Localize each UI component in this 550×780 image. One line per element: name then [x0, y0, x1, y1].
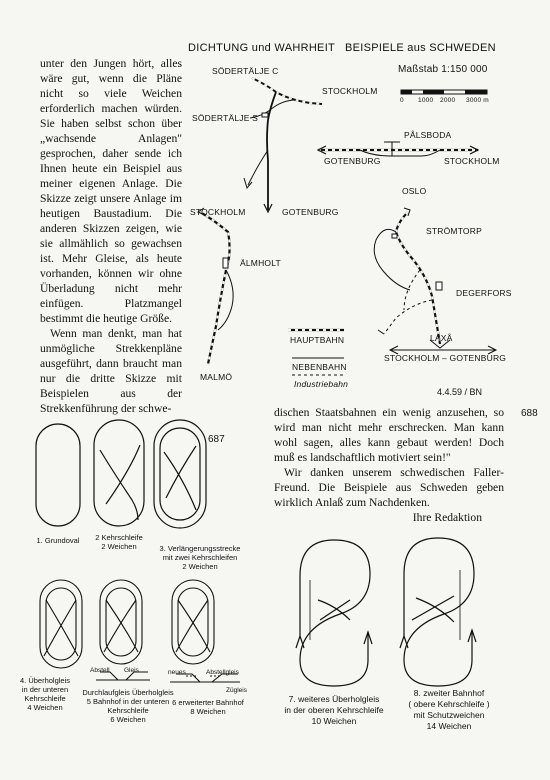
- sketch-3-verlaengerung: [154, 420, 206, 528]
- label-gotenburg-left: GOTENBURG: [282, 207, 339, 217]
- caption-8: [394, 688, 504, 732]
- caption-8-line-4: 14 Weichen: [426, 721, 472, 731]
- label-malmo: MALMÖ: [200, 372, 233, 382]
- label-degerfors: DEGERFORS: [456, 288, 512, 298]
- legend-nebenbahn: NEBENBAHN: [292, 362, 347, 372]
- label-sodertalje-c: SÖDERTÄLJE C: [212, 66, 279, 76]
- label-stockholm-gotenburg: STOCKHOLM – GOTENBURG: [384, 353, 507, 363]
- caption-7: [264, 694, 404, 727]
- paragraph-2: Wenn man denkt, man hat unmögliche Strekkenpläne ausgeführt, dann braucht man nur die dritte Skizze mit Beispielen aus der Strekkenführung der schwe-: [40, 327, 182, 415]
- sketch-6-erweitert: [170, 580, 240, 682]
- legend-industriebahn: Industriebahn: [294, 379, 349, 389]
- label-stockholm-mid: STOCKHOLM: [444, 156, 500, 166]
- label-sodertalje-s: SÖDERTÄLJE S: [192, 113, 259, 123]
- label-laxa: LAXÅ: [430, 333, 453, 343]
- label-oslo: OSLO: [402, 186, 427, 196]
- map-sodertalje: [244, 78, 322, 212]
- caption-7-line-2: in der oberen Kehrschleife: [284, 705, 384, 715]
- caption-4: [14, 676, 76, 712]
- s6-abstellgleis-label: Abstellgleis: [206, 669, 239, 676]
- label-stockholm-top: STOCKHOLM: [322, 86, 378, 96]
- caption-6-line-1: 6 erweiterter Bahnhof: [172, 698, 244, 707]
- scale-tick-3000: 3000 m: [466, 97, 489, 104]
- legend-hauptbahn: HAUPTBAHN: [290, 335, 345, 345]
- label-palsboda: PÅLSBODA: [404, 130, 452, 140]
- caption-7-line-3: 10 Weichen: [311, 716, 357, 726]
- s5-abstell-label: Abstell: [90, 667, 110, 674]
- label-almholt: ÄLMHOLT: [240, 258, 281, 268]
- caption-2-line-2: 2 Weichen: [101, 542, 137, 551]
- caption-5-line-4: 6 Weichen: [110, 715, 146, 724]
- caption-8-line-2: ( obere Kehrschleife ): [408, 699, 490, 709]
- sketch-5-bahnhof: [96, 580, 150, 680]
- label-stockholm-left: STOCKHOLM: [190, 207, 246, 217]
- scale-tick-2000: 2000: [440, 97, 456, 104]
- right-text-column: [274, 405, 504, 525]
- caption-1: 1. Grundoval: [36, 536, 80, 545]
- sketch-7-ueberholgleis: [296, 540, 372, 686]
- header-right: BEISPIELE aus SCHWEDEN: [345, 42, 496, 54]
- caption-8-line-3: mit Schutzweichen: [413, 710, 485, 720]
- caption-3: [150, 544, 250, 571]
- caption-5: [80, 688, 176, 724]
- caption-6-line-2: 8 Weichen: [190, 707, 226, 716]
- signature: Ihre Redaktion: [412, 511, 482, 524]
- sketch-2-kehrschleife: [94, 420, 144, 526]
- s5-gleis-label: Gleis: [124, 667, 139, 674]
- date-signature: 4.4.59 / BN: [437, 387, 483, 397]
- label-stromtorp: STRÖMTORP: [426, 226, 482, 236]
- paragraph-3: dischen Staatsbahnen ein wenig anzusehen, so wird man nicht mehr erschrecken. Man kann wohl sagen, alles kann gebaut werden! Doch muß es landschaftlich motiviert sein!": [274, 406, 504, 464]
- caption-6: [168, 698, 248, 716]
- caption-8-line-1: 8. zweiter Bahnhof: [413, 688, 485, 698]
- paragraph-1: unter den Jungen hört, alles wäre gut, wenn die Pläne nicht so viele Weichen erforderlich machen würden. Sie haben selbst schon über „wachsende Anlagen" gesprochen, daher sende ich Ihnen heute ein Beispiel aus meiner eigenen Anlage. Die Skizze zeigt unsere Anlage im heutigen Baustadium. Die anderen Skizzen zeigen, wie sie allmählich so gewachsen ist. Mehr Gleise, als heute vorhanden, können wir ohne Überladung nicht mehr einfügen. Platzmangel bestimmt die heutige Größe.: [40, 57, 182, 325]
- scale-tick-1000: 1000: [418, 97, 434, 104]
- caption-5-line-2: 5 Bahnhof in der unteren: [86, 697, 170, 706]
- figure-number: 687: [208, 434, 225, 445]
- caption-3-line-2: mit zwei Kehrschleifen: [162, 553, 238, 562]
- caption-7-line-1: 7. weiteres Überholgleis: [288, 694, 380, 704]
- header-left: DICHTUNG und WAHRHEIT: [188, 42, 336, 54]
- page-number: 688: [521, 408, 538, 419]
- sketch-1-grundoval: [36, 424, 80, 526]
- caption-4-line-4: 4 Weichen: [27, 703, 63, 712]
- paragraph-4: Wir danken unserem schwedischen Faller-Freund. Die Beispiele aus Schweden geben wirklich Anlaß zum Nachdenken.: [274, 466, 504, 509]
- sketch-4-ueberholgleis: [40, 580, 82, 668]
- label-gotenburg-mid: GOTENBURG: [324, 156, 381, 166]
- caption-3-line-3: 2 Weichen: [182, 562, 218, 571]
- caption-2: [86, 533, 152, 551]
- scale-title: Maßstab 1:150 000: [398, 64, 488, 75]
- s6-zuegleis-label: Zügleis: [226, 687, 247, 694]
- sketch-8-zweiter-bahnhof: [400, 538, 476, 686]
- caption-3-line-1: 3. Verlängerungsstrecke: [159, 544, 241, 553]
- caption-4-line-3: Kehrschleife: [24, 694, 66, 703]
- caption-4-line-1: 4. Überholgleis: [19, 676, 71, 685]
- scale-tick-0: 0: [400, 97, 404, 104]
- s6-neues-label: neues: [168, 669, 186, 676]
- caption-2-line-1: 2 Kehrschleife: [95, 533, 143, 542]
- scale-bar: [401, 90, 487, 94]
- caption-5-line-3: Kehrschleife: [107, 706, 149, 715]
- caption-4-line-2: in der unteren: [21, 685, 69, 694]
- map-almholt: [198, 208, 233, 364]
- map-palsboda: [318, 142, 478, 156]
- caption-5-line-1: Durchlaufgleis Überholgleis: [82, 688, 174, 697]
